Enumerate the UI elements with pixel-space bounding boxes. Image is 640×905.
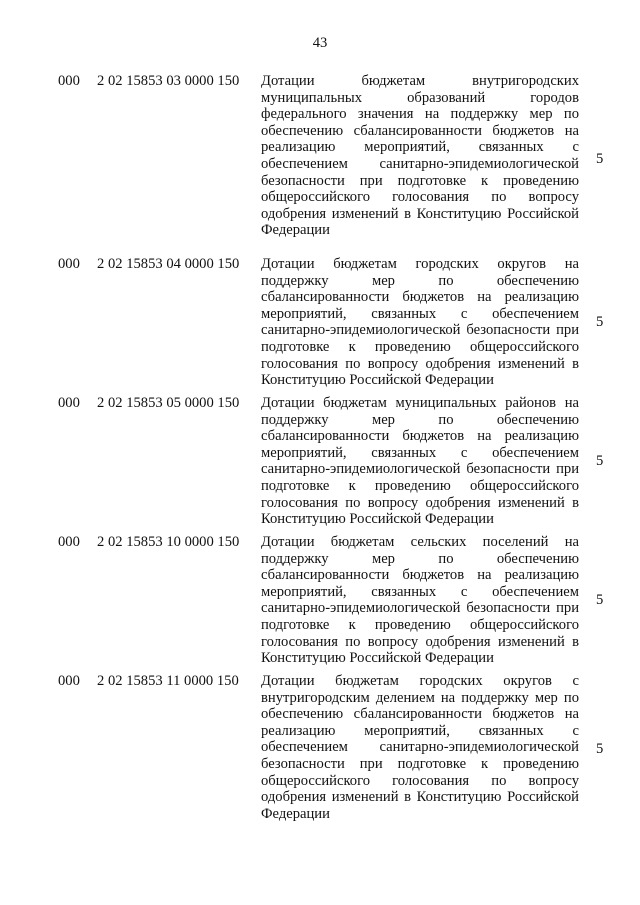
admin-code: 000 — [58, 256, 80, 272]
admin-code: 000 — [58, 673, 80, 689]
row-description: Дотации бюджетам муниципальных районов на поддержку мер по обеспечению сбалансированности бюджетов на реализацию мероприятий, связанных с обеспечением санитарно-эпидемиологической безопасности при подготовке к проведению общероссийского голосования по вопросу одобрения изменений в Конституцию Российской Федерации — [261, 395, 579, 528]
row-description: Дотации бюджетам городских округов на поддержку мер по обеспечению сбалансированности бюджетов на реализацию мероприятий, связанных с обеспечением санитарно-эпидемиологической безопасности при подготовке к проведению общероссийского голосования по вопросу одобрения изменений в Конституцию Российской Федерации — [261, 256, 579, 389]
admin-code: 000 — [58, 73, 80, 89]
row-amount: 5 — [596, 314, 604, 330]
row-amount: 5 — [596, 453, 604, 469]
admin-code: 000 — [58, 534, 80, 550]
budget-classification-code: 2 02 15853 11 0000 150 — [97, 673, 239, 689]
admin-code: 000 — [58, 395, 80, 411]
row-amount: 5 — [596, 151, 604, 167]
row-amount: 5 — [596, 592, 604, 608]
budget-classification-code: 2 02 15853 04 0000 150 — [97, 256, 240, 272]
budget-classification-code: 2 02 15853 03 0000 150 — [97, 73, 240, 89]
page-number: 43 — [312, 35, 328, 51]
row-description: Дотации бюджетам сельских поселений на поддержку мер по обеспечению сбалансированности бюджетов на реализацию мероприятий, связанных с обеспечением санитарно-эпидемиологической безопасности при подготовке к проведению общероссийского голосования по вопросу одобрения изменений в Конституцию Российской Федерации — [261, 534, 579, 667]
row-description: Дотации бюджетам внутригородских муниципальных образований городов федерального значения на поддержку мер по обеспечению сбалансированности бюджетов на реализацию мероприятий, связанных с обеспечением санитарно-эпидемиологической безопасности при подготовке к проведению общероссийского голосования по вопросу одобрения изменений в Конституцию Российской Федерации — [261, 73, 579, 239]
row-amount: 5 — [596, 741, 604, 757]
budget-classification-code: 2 02 15853 05 0000 150 — [97, 395, 240, 411]
budget-classification-code: 2 02 15853 10 0000 150 — [97, 534, 240, 550]
row-description: Дотации бюджетам городских округов с внутригородским делением на поддержку мер по обеспечению сбалансированности бюджетов на реализацию мероприятий, связанных с обеспечением санитарно-эпидемиологической безопасности при подготовке к проведению общероссийского голосования по вопросу одобрения изменений в Конституцию Российской Федерации — [261, 673, 579, 822]
